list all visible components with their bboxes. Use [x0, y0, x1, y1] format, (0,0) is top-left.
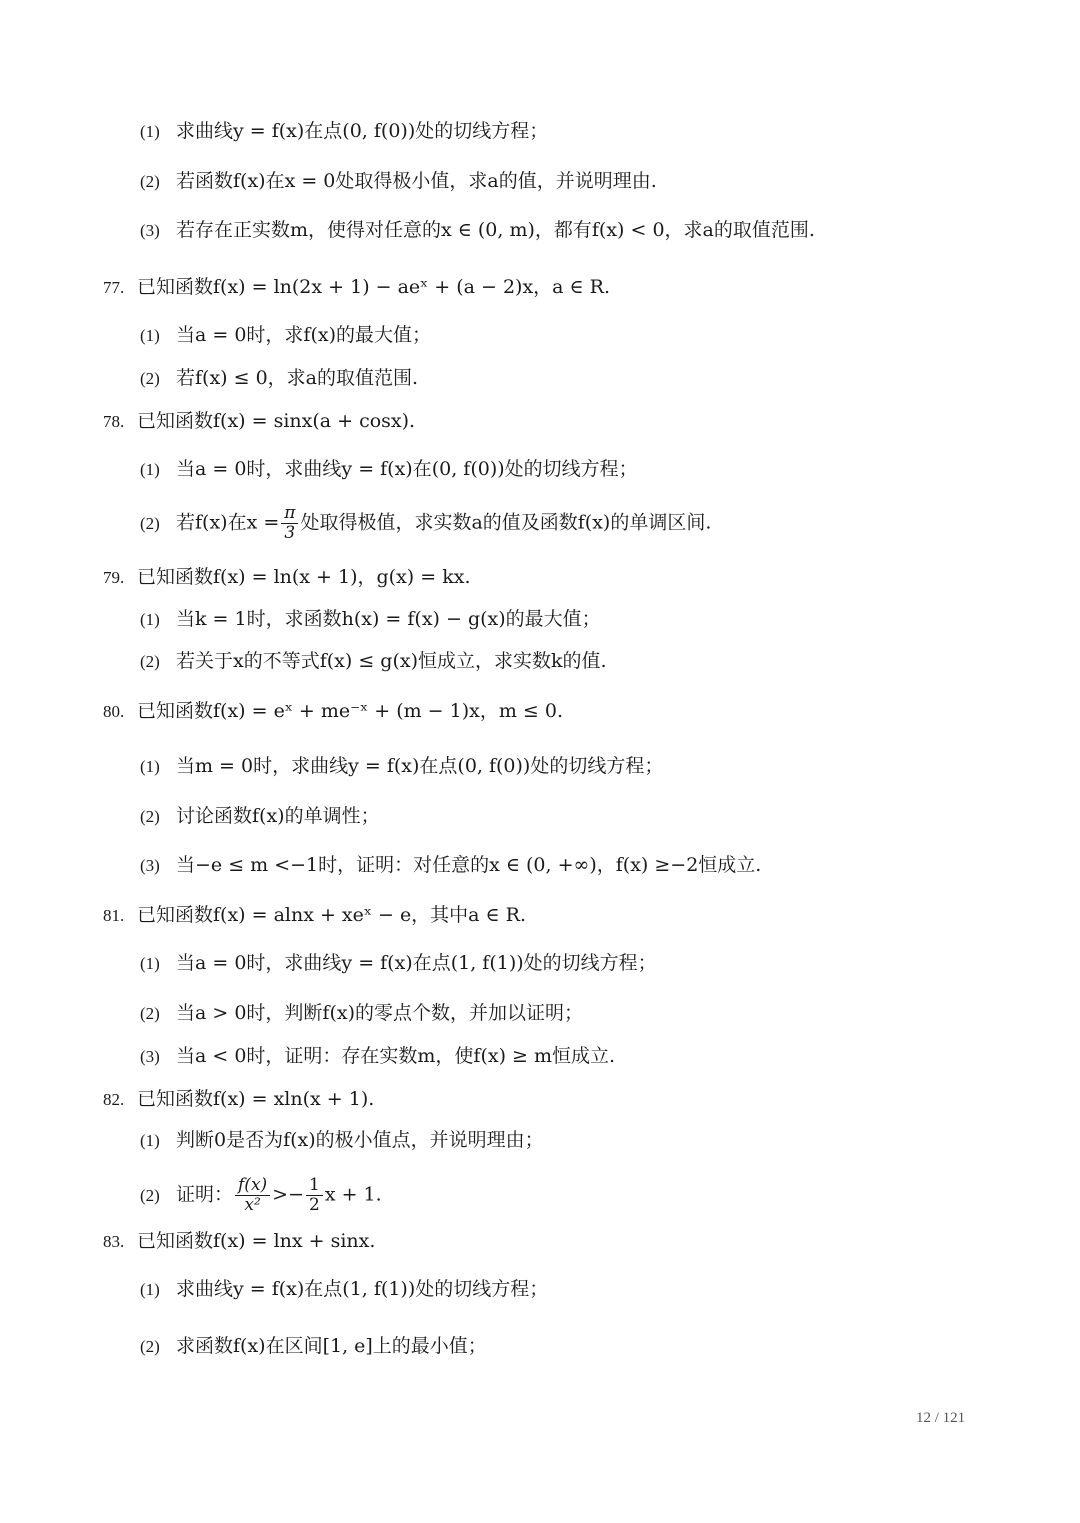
- problem-83-item-2: (2) 求函数f(x)在区间[1, e]上的最小值；: [140, 1335, 487, 1357]
- problem-83-stem: 83. 已知函数f(x) = lnx + sinx.: [103, 1230, 376, 1252]
- problem-82-item-2: (2) 证明： $\frac{f(x)}{\text{x²}}$ >− $\frac{1}{2}$ x + 1.: [140, 1175, 382, 1215]
- prev-item-3: (3) 若存在正实数m，使得对任意的x ∈ (0, m)，都有f(x) < 0，求a的取值范围.: [140, 219, 815, 241]
- problem-78-item-2: (2) 若f(x)在x = $\frac{\pi}{3}$ 处取得极值，求实数a的值及函数f(x)的单调区间.: [140, 503, 712, 543]
- problem-79-item-2: (2) 若关于x的不等式f(x) ≤ g(x)恒成立，求实数k的值.: [140, 650, 607, 672]
- prev-item-2: (2) 若函数f(x)在x = 0处取得极小值，求a的值，并说明理由.: [140, 170, 657, 192]
- problem-81-item-3: (3) 当a < 0时，证明：存在实数m，使f(x) ≥ m恒成立.: [140, 1045, 616, 1067]
- fraction-pi-over-3: $\frac{\pi}{3}$: [281, 504, 298, 543]
- problem-79-item-1: (1) 当k = 1时，求函数h(x) = f(x) − g(x)的最大值；: [140, 608, 601, 630]
- problem-83-item-1: (1) 求曲线y = f(x)在点(1, f(1))处的切线方程；: [140, 1278, 549, 1300]
- page-number: 12 / 121: [916, 1410, 966, 1426]
- fraction-fx-over-x2: $\frac{f(x)}{\text{x²}}$: [235, 1176, 270, 1215]
- problem-81-stem: 81. 已知函数f(x) = alnx + xeˣ − e，其中a ∈ R.: [103, 904, 526, 926]
- problem-77-stem: 77. 已知函数f(x) = ln(2x + 1) − aeˣ + (a − 2)x，a ∈ R.: [103, 276, 610, 298]
- problem-77-item-2: (2) 若f(x) ≤ 0，求a的取值范围.: [140, 367, 419, 389]
- problem-81-item-1: (1) 当a = 0时，求曲线y = f(x)在点(1, f(1))处的切线方程；: [140, 952, 657, 974]
- prev-item-1: (1) 求曲线y = f(x)在点(0, f(0))处的切线方程；: [140, 120, 549, 142]
- problem-78-item-1: (1) 当a = 0时，求曲线y = f(x)在(0, f(0))处的切线方程；: [140, 458, 638, 480]
- problem-80-stem: 80. 已知函数f(x) = eˣ + me⁻ˣ + (m − 1)x，m ≤ 0.: [103, 700, 563, 722]
- problem-80-item-2: (2) 讨论函数f(x)的单调性；: [140, 805, 380, 827]
- problem-81-item-2: (2) 当a > 0时，判断f(x)的零点个数，并加以证明；: [140, 1002, 583, 1024]
- problem-82-stem: 82. 已知函数f(x) = xln(x + 1).: [103, 1088, 375, 1110]
- problem-82-item-1: (1) 判断0是否为f(x)的极小值点，并说明理由；: [140, 1129, 544, 1151]
- problem-79-stem: 79. 已知函数f(x) = ln(x + 1)，g(x) = kx.: [103, 566, 471, 588]
- problem-77-item-1: (1) 当a = 0时，求f(x)的最大值；: [140, 324, 431, 346]
- problem-80-item-1: (1) 当m = 0时，求曲线y = f(x)在点(0, f(0))处的切线方程；: [140, 755, 664, 777]
- fraction-one-half: $\frac{1}{2}$: [306, 1176, 323, 1215]
- problem-80-item-3: (3) 当−e ≤ m <−1时，证明：对任意的x ∈ (0, +∞)，f(x) ≥−2恒成立.: [140, 854, 762, 876]
- problem-78-stem: 78. 已知函数f(x) = sinx(a + cosx).: [103, 410, 416, 432]
